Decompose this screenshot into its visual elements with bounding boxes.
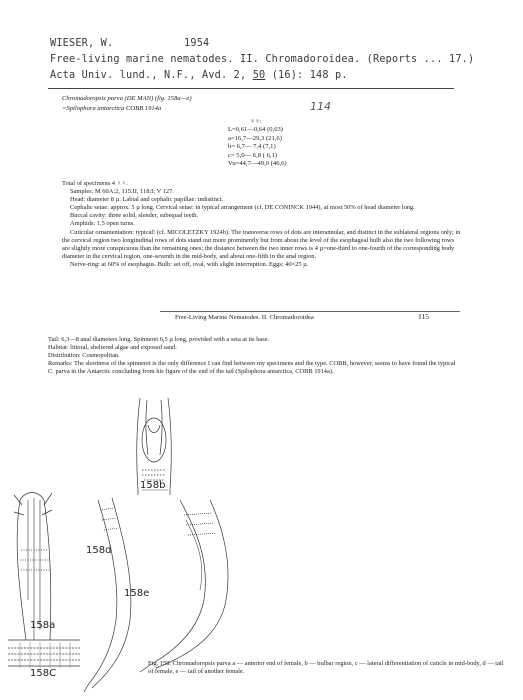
fig-label-158d: 158d bbox=[86, 545, 112, 556]
measurement-row: Vu=44,7—49,0 (46,6) bbox=[228, 160, 287, 168]
cuticular-text: Cuticular ornamentation: typical! (cf. MICOLETZKY 1924b). The transverse rows of dots are interannular, and distinct in the sublateral regions only; in the cervical region two longitudinal rows of dots stand out more prominently but from about the level of the esophageal bulb also the two following rows are slightly more conspicuous than the remaining ones; the distance between the two inner rows is 4 µ=one-third to one-fourth of the corresponding body diameter in the cervical region, one-seventh in the mid-body, and about one-fifth in the anal region. bbox=[62, 228, 461, 260]
citation-volume: 50 bbox=[252, 70, 266, 81]
handwritten-number: 114 bbox=[310, 100, 331, 113]
measurement-row: c= 5,0— 6,8 ( 6,1) bbox=[228, 151, 277, 159]
page-number: 115 bbox=[418, 312, 429, 321]
nerve-ring-text: Nerve-ring: at 60% of esophagus. Bulb: set off, oval, with slight interruption. Eggs: 40×25 µ. bbox=[70, 260, 309, 268]
cephalic-text: Cephalic setae: approx. 5 µ long. Cervical setae: in typical arrangement (cf. DE CONINCK 1944), at most 50% of head diameter long. bbox=[70, 204, 415, 212]
measurement-row: b= 6,7— 7,4 (7,1) bbox=[228, 143, 276, 151]
buccal-text: Buccal cavity: three solid, slender, subequal teeth. bbox=[70, 212, 199, 220]
habitat-text: Habitat: littoral, sheltered algae and exposed sand. bbox=[48, 344, 177, 352]
running-title: Free-Living Marine Nematodes. II. Chromadoroidea bbox=[175, 314, 314, 321]
distribution-text: Distribution: Cosmopolitan. bbox=[48, 352, 120, 360]
measurement-row: a=16,7—29,3 (21,6) bbox=[228, 134, 282, 142]
citation-author: WIESER, W. bbox=[50, 38, 114, 49]
fig-label-158c: 158C bbox=[30, 668, 57, 679]
fig-label-158e: 158e bbox=[124, 588, 150, 599]
fig-label-158b: 158b bbox=[140, 480, 166, 491]
species-title: Chromadoropsis parva (DE MAN) (fig. 158a—e) bbox=[62, 95, 192, 102]
fig-158a-drawing bbox=[14, 493, 52, 641]
citation-pages: (16): 148 p. bbox=[271, 70, 348, 81]
citation-journal: Acta Univ. lund., N.F., Avd. 2, bbox=[50, 70, 247, 81]
samples-text: Samples: M 60A:2, 115:II, 118:I; V 127. bbox=[70, 188, 174, 196]
fig-label-158a: 158a bbox=[30, 620, 56, 631]
citation-year: 1954 bbox=[184, 38, 210, 49]
remarks-text: Remarks: The shortness of the spinneret is the only difference I can find between my specimens and the type. COBB, however, seems to have found the typical C. parva in the Antarctic concluding from his figure of the end of the tail (Spilophora antarctica, COBB 1914a). bbox=[48, 360, 456, 376]
fig-158e-drawing bbox=[140, 500, 228, 672]
sex-symbol: ♀♀: bbox=[250, 118, 262, 125]
species-synonym: =Spilophora antarctica COBB 1914a bbox=[62, 105, 162, 112]
amphids-text: Amphids: 1,5 open turns. bbox=[70, 220, 135, 228]
fig-158c-drawing bbox=[8, 640, 80, 668]
citation-title: Free-living marine nematodes. II. Chromadoroidea. (Reports ... 17.) bbox=[50, 54, 475, 65]
measurement-row: L=0,61—0,64 (0,63) bbox=[228, 126, 283, 134]
head-text: Head: diameter 8 µ. Labial and cephalic papillae: indistinct. bbox=[70, 196, 224, 204]
total-specimens: Total of specimens 4 ♀♀. bbox=[62, 180, 128, 187]
figure-caption: Fig. 158: Chromadoropsis parva a — anterior end of female, b — bulbar region, c — lateral differentiation of cuticle in mid-body, d — tail of female, e — tail of another female. bbox=[148, 660, 504, 676]
tail-text: Tail: 6,3—8 anal diameters long. Spinneret 6,5 µ long, provided with a seta at its base. bbox=[48, 336, 270, 343]
